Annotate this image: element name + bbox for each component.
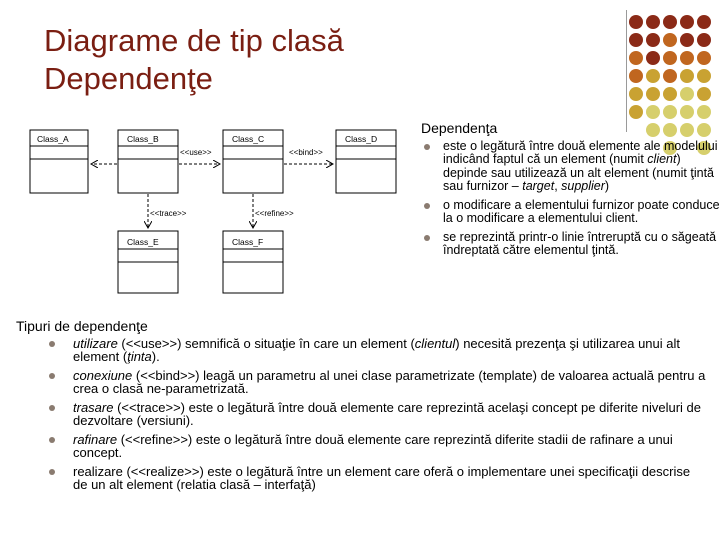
decorative-dot (680, 69, 694, 83)
decorative-dot (646, 105, 660, 119)
decorative-dot (646, 51, 660, 65)
class-name-f: Class_F (232, 237, 264, 247)
class-box-e (118, 231, 178, 293)
type-em: ţinta (127, 349, 152, 364)
decorative-dot (629, 33, 643, 47)
decorative-dot (663, 51, 677, 65)
definition-em: target (522, 179, 555, 193)
dependency-definition (421, 122, 720, 263)
type-text: (<<realize>>) este o legătură între un element care oferă o implementare unei specificaţii descrise de un alt element (relatia clasă – interfaţă) (73, 464, 691, 492)
class-box-d (336, 130, 396, 193)
type-text: (<<use>>) semnifică o situaţie în care un element ( (117, 336, 415, 351)
type-item-trace (16, 401, 716, 427)
class-name-c: Class_C (232, 134, 265, 144)
decorative-dot (663, 69, 677, 83)
decorative-dot (697, 87, 711, 101)
type-item-bind (16, 369, 716, 395)
type-item-use (16, 337, 716, 363)
class-box-a (30, 130, 88, 193)
label-bind: <<bind>> (289, 148, 323, 157)
decorative-dot (697, 51, 711, 65)
definition-text: ) (604, 179, 610, 193)
decorative-dot (663, 105, 677, 119)
type-em: clientul (414, 336, 456, 351)
decorative-dot (646, 87, 660, 101)
label-trace: <<trace>> (150, 209, 187, 218)
slide-title (44, 22, 464, 98)
class-name-e: Class_E (127, 237, 159, 247)
decorative-dot (646, 33, 660, 47)
decorative-dot (646, 69, 660, 83)
definition-text: , (554, 179, 562, 193)
title-line-1: Diagrame de tip clasă (44, 23, 344, 58)
definition-item: o modificare a elementului furnizor poate conduce la o modificare a elementului client. (421, 199, 720, 226)
definition-em: client (647, 152, 677, 166)
types-heading: Tipuri de dependenţe (16, 318, 148, 334)
type-item-realize (16, 465, 716, 491)
type-term: conexiune (73, 368, 133, 383)
definition-text: este o legătură între două elemente ale modelului indicând faptul că un element (numit (443, 138, 718, 166)
type-term: utilizare (73, 336, 118, 351)
dependency-types (16, 320, 716, 497)
class-box-b (118, 130, 178, 193)
decorative-dot (680, 15, 694, 29)
type-term: realizare (73, 464, 123, 479)
type-term: rafinare (73, 432, 118, 447)
divider-line (626, 10, 627, 132)
decorative-dot (646, 15, 660, 29)
definition-heading: Dependenţa (421, 120, 498, 136)
type-text: ) necesită prezenţa şi utilizarea unui alt element ( (73, 336, 680, 364)
decorative-dot (697, 69, 711, 83)
decorative-dot (680, 105, 694, 119)
decorative-dot (663, 15, 677, 29)
label-use: <<use>> (180, 148, 212, 157)
decorative-dot (663, 87, 677, 101)
decorative-dot (680, 33, 694, 47)
type-text: (<<trace>>) este o legătură între două elemente care reprezintă acelaşi concept pe diferite niveluri de dezvoltare (versiuni). (73, 400, 701, 428)
decorative-dot (629, 69, 643, 83)
decorative-dot (697, 15, 711, 29)
class-box-c (223, 130, 283, 193)
decorative-dot (697, 33, 711, 47)
type-term: trasare (73, 400, 114, 415)
title-line-2: Dependenţe (44, 61, 213, 96)
definition-text: ) depinde sau utilizează un alt element (numit ţintă sau furnizor – (443, 152, 714, 193)
decorative-dot (629, 51, 643, 65)
decorative-dot (629, 15, 643, 29)
type-text: (<<refine>>) este o legătură între două elemente care reprezintă diferite stadii de rafinare a unui concept. (73, 432, 673, 460)
class-name-a: Class_A (37, 134, 69, 144)
class-name-d: Class_D (345, 134, 378, 144)
definition-item: se reprezintă printr-o linie întreruptă cu o săgeată îndreptată către elementul ţintă. (421, 231, 720, 258)
type-text: ). (151, 349, 160, 364)
definition-em: supplier (561, 179, 605, 193)
label-refine: <<refine>> (255, 209, 294, 218)
type-item-refine (16, 433, 716, 459)
decorative-dot (697, 105, 711, 119)
decorative-dot (663, 33, 677, 47)
uml-dependency-diagram (25, 118, 415, 308)
definition-item (421, 140, 720, 194)
decorative-dot (629, 87, 643, 101)
decorative-dot (680, 51, 694, 65)
type-text: (<<bind>>) leagă un parametru al unei clase parametrizate (template) de valoarea actuală pentru a crea o clasă ne-parametrizată. (73, 368, 706, 396)
decorative-dot (629, 105, 643, 119)
class-box-f (223, 231, 283, 293)
decorative-dot (680, 87, 694, 101)
class-name-b: Class_B (127, 134, 159, 144)
